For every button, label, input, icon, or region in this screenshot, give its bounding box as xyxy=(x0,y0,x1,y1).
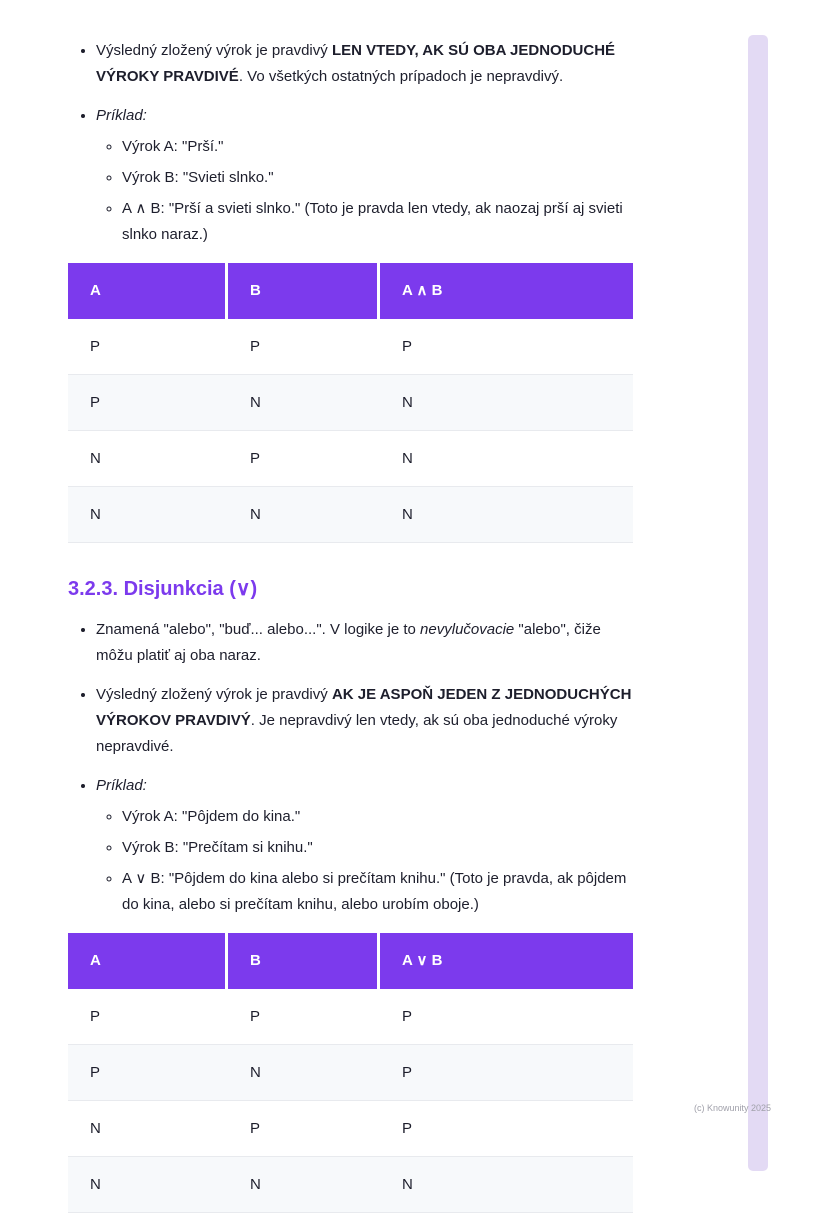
table-cell: N xyxy=(380,1157,633,1213)
list-item xyxy=(96,773,633,918)
table-cell: P xyxy=(68,375,228,431)
text-segment: A ∧ B: "Prší a svieti slnko." (Toto je pravda len vtedy, ak naozaj prší aj svieti slnko naraz.) xyxy=(122,200,623,243)
table-header-cell: A ∧ B xyxy=(380,263,633,319)
text-segment: "alebo", čiže môžu platiť aj oba naraz. xyxy=(96,621,601,664)
table-row xyxy=(68,989,633,1045)
list-item xyxy=(122,196,633,248)
table-cell: N xyxy=(380,487,633,543)
text-segment-italic: nevylučovacie xyxy=(420,621,515,638)
text-segment: Výrok A: "Pôjdem do kina." xyxy=(122,808,301,825)
list-item xyxy=(122,835,633,861)
text-segment-bold: AK JE ASPOŇ JEDEN Z JEDNODUCHÝCH VÝROKOV PRAVDIVÝ xyxy=(96,686,632,729)
table-cell: P xyxy=(380,1045,633,1101)
table-row xyxy=(68,375,633,431)
text-segment: Výsledný zložený výrok je pravdivý xyxy=(96,42,332,59)
example-label: Príklad: xyxy=(96,777,147,794)
table-cell: N xyxy=(380,375,633,431)
list-item xyxy=(96,103,633,248)
text-segment: . Vo všetkých ostatných prípadoch je nepravdivý. xyxy=(238,68,564,85)
table-cell: P xyxy=(228,989,380,1045)
bullet-list-disjunction xyxy=(68,617,633,918)
bullet-list-conjunction xyxy=(68,38,633,248)
table-row xyxy=(68,1157,633,1213)
table-cell: N xyxy=(380,431,633,487)
table-cell: P xyxy=(380,319,633,375)
text-segment: . Je nepravdivý len vtedy, ak sú oba jednoduché výroky nepravdivé. xyxy=(96,712,618,755)
table-cell: N xyxy=(228,375,380,431)
text-segment: Znamená "alebo", "buď... alebo...". V logike je to xyxy=(96,621,421,638)
table-header-cell: A xyxy=(68,263,228,319)
table-header-cell: B xyxy=(228,933,380,989)
text-segment: A ∨ B: "Pôjdem do kina alebo si prečítam knihu." (Toto je pravda, ak pôjdem do kina, alebo si prečítam knihu, alebo urobím oboje.) xyxy=(122,870,627,913)
table-cell: N xyxy=(68,1157,228,1213)
list-item xyxy=(96,617,633,669)
list-item xyxy=(96,38,633,90)
table-row xyxy=(68,319,633,375)
list-item xyxy=(122,866,633,918)
table-cell: P xyxy=(68,319,228,375)
table-row xyxy=(68,487,633,543)
table-cell: N xyxy=(228,1157,380,1213)
truth-table-conjunction xyxy=(68,263,633,543)
scrollbar-track[interactable] xyxy=(748,35,768,1171)
table-cell: P xyxy=(380,989,633,1045)
example-sub-list xyxy=(96,134,633,248)
table-cell: N xyxy=(68,487,228,543)
table-cell: P xyxy=(228,431,380,487)
table-header-row xyxy=(68,263,633,319)
document-content xyxy=(68,38,633,1213)
text-segment: Výrok B: "Prečítam si knihu." xyxy=(122,839,313,856)
text-segment: Výrok B: "Svieti slnko." xyxy=(122,169,274,186)
list-item xyxy=(122,134,633,160)
section-heading-disjunction: 3.2.3. Disjunkcia (∨) xyxy=(68,578,258,600)
table-cell: N xyxy=(68,1101,228,1157)
table-cell: P xyxy=(228,1101,380,1157)
example-label: Príklad: xyxy=(96,107,147,124)
table-row xyxy=(68,431,633,487)
table-header-cell: A xyxy=(68,933,228,989)
list-item xyxy=(122,804,633,830)
table-cell: P xyxy=(68,989,228,1045)
table-row xyxy=(68,1045,633,1101)
table-header-row xyxy=(68,933,633,989)
table-cell: P xyxy=(380,1101,633,1157)
text-segment: Výrok A: "Prší." xyxy=(122,138,224,155)
example-sub-list xyxy=(96,804,633,918)
text-segment-bold: LEN VTEDY, AK SÚ OBA JEDNODUCHÉ VÝROKY PRAVDIVÉ xyxy=(96,42,616,85)
table-row xyxy=(68,1101,633,1157)
table-cell: N xyxy=(228,1045,380,1101)
table-cell: P xyxy=(68,1045,228,1101)
table-cell: N xyxy=(68,431,228,487)
table-header-cell: A ∨ B xyxy=(380,933,633,989)
table-header-cell: B xyxy=(228,263,380,319)
table-cell: N xyxy=(228,487,380,543)
table-cell: P xyxy=(228,319,380,375)
text-segment: Výsledný zložený výrok je pravdivý xyxy=(96,686,332,703)
watermark: (c) Knowunity 2025 xyxy=(694,1103,772,1113)
list-item xyxy=(96,682,633,760)
list-item xyxy=(122,165,633,191)
truth-table-disjunction xyxy=(68,933,633,1213)
